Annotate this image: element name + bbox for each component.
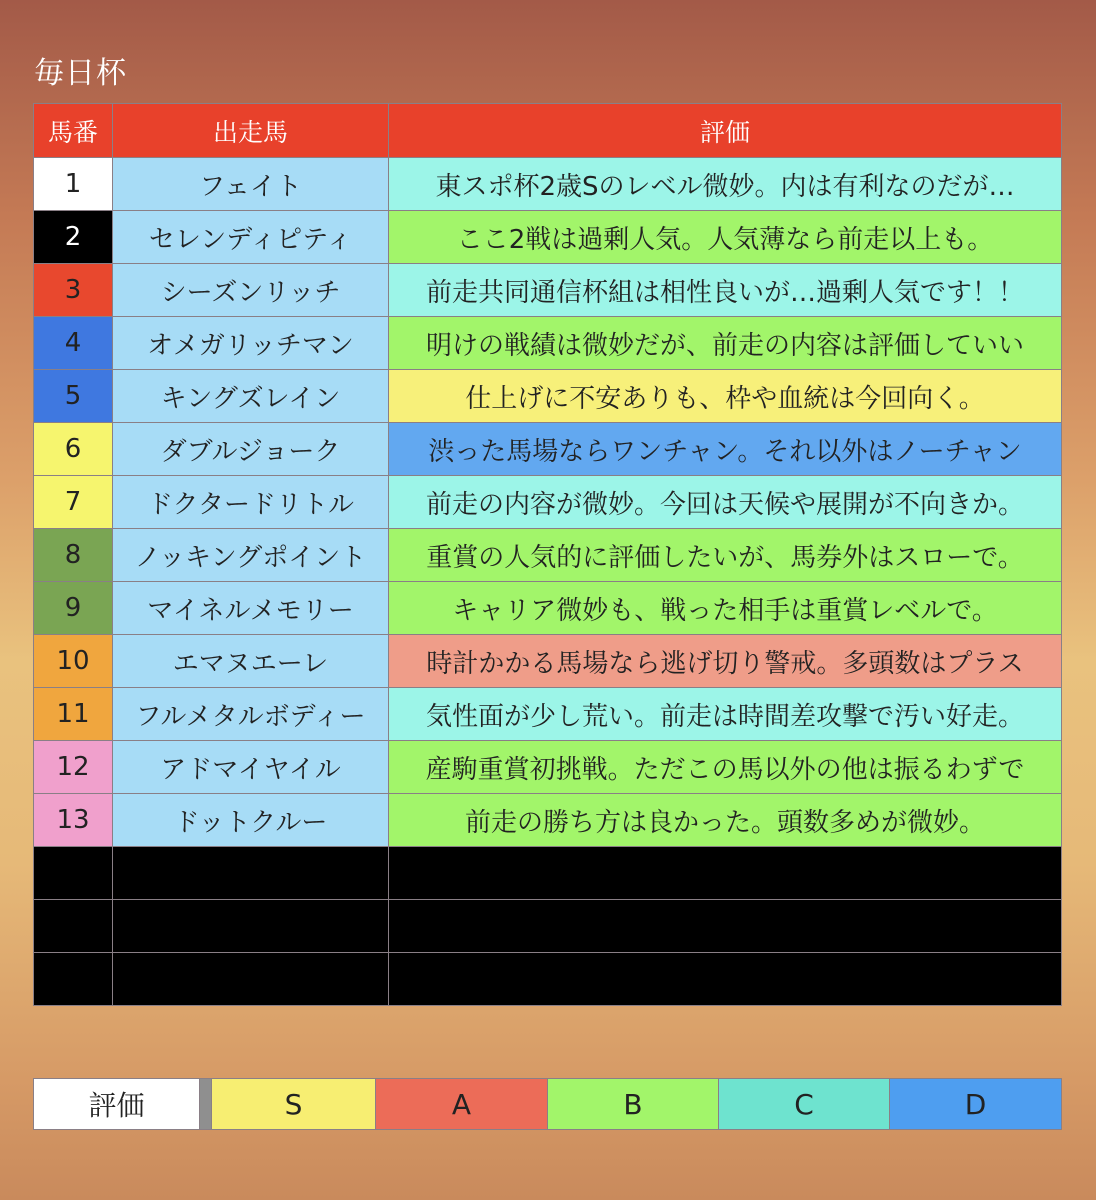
empty-cell — [389, 953, 1062, 1006]
rating-table — [33, 103, 1062, 1006]
table-body — [34, 158, 1062, 1006]
table-row — [34, 794, 1062, 847]
page-title: 毎日杯 — [34, 56, 127, 91]
horse-number-cell: 11 — [34, 688, 113, 741]
header-evaluation: 評価 — [389, 104, 1062, 158]
header-horse-name: 出走馬 — [113, 104, 389, 158]
empty-row — [34, 900, 1062, 953]
horse-number-cell: 2 — [34, 211, 113, 264]
table-row — [34, 423, 1062, 476]
evaluation-cell: 明けの戦績は微妙だが、前走の内容は評価していい — [389, 317, 1062, 370]
table-row — [34, 529, 1062, 582]
horse-number-cell: 5 — [34, 370, 113, 423]
table-row — [34, 741, 1062, 794]
horse-name-cell: ドクタードリトル — [113, 476, 389, 529]
horse-number-cell: 8 — [34, 529, 113, 582]
evaluation-cell: 気性面が少し荒い。前走は時間差攻撃で汚い好走。 — [389, 688, 1062, 741]
empty-cell — [34, 953, 113, 1006]
empty-cell — [113, 953, 389, 1006]
evaluation-cell: 重賞の人気的に評価したいが、馬券外はスローで。 — [389, 529, 1062, 582]
horse-name-cell: ドットクルー — [113, 794, 389, 847]
table-row — [34, 158, 1062, 211]
empty-row — [34, 953, 1062, 1006]
empty-row — [34, 847, 1062, 900]
horse-name-cell: シーズンリッチ — [113, 264, 389, 317]
legend-grade-c: C — [719, 1079, 890, 1130]
horse-number-cell: 10 — [34, 635, 113, 688]
empty-cell — [34, 847, 113, 900]
empty-cell — [113, 847, 389, 900]
grade-legend — [33, 1078, 1062, 1130]
horse-name-cell: キングズレイン — [113, 370, 389, 423]
horse-name-cell: ダブルジョーク — [113, 423, 389, 476]
empty-cell — [389, 900, 1062, 953]
empty-cell — [389, 847, 1062, 900]
legend-grade-b: B — [548, 1079, 719, 1130]
empty-cell — [34, 900, 113, 953]
horse-number-cell: 12 — [34, 741, 113, 794]
legend-grade-d: D — [890, 1079, 1062, 1130]
table-row — [34, 211, 1062, 264]
header-horse-number: 馬番 — [34, 104, 113, 158]
table-row — [34, 688, 1062, 741]
evaluation-cell: 前走の勝ち方は良かった。頭数多めが微妙。 — [389, 794, 1062, 847]
horse-name-cell: エマヌエーレ — [113, 635, 389, 688]
evaluation-cell: 渋った馬場ならワンチャン。それ以外はノーチャン — [389, 423, 1062, 476]
evaluation-cell: 仕上げに不安ありも、枠や血統は今回向く。 — [389, 370, 1062, 423]
evaluation-cell: キャリア微妙も、戦った相手は重賞レベルで。 — [389, 582, 1062, 635]
table-row — [34, 264, 1062, 317]
table-row — [34, 317, 1062, 370]
evaluation-cell: 前走共同通信杯組は相性良いが…過剰人気です！！ — [389, 264, 1062, 317]
table-row — [34, 582, 1062, 635]
table-header-row — [34, 104, 1062, 158]
horse-number-cell: 3 — [34, 264, 113, 317]
horse-name-cell: フェイト — [113, 158, 389, 211]
horse-name-cell: セレンディピティ — [113, 211, 389, 264]
legend-row — [34, 1079, 1062, 1130]
legend-grade-s: S — [212, 1079, 376, 1130]
evaluation-cell: ここ2戦は過剰人気。人気薄なら前走以上も。 — [389, 211, 1062, 264]
horse-name-cell: ノッキングポイント — [113, 529, 389, 582]
legend-separator — [200, 1079, 212, 1130]
horse-number-cell: 13 — [34, 794, 113, 847]
horse-number-cell: 9 — [34, 582, 113, 635]
horse-number-cell: 7 — [34, 476, 113, 529]
table-row — [34, 635, 1062, 688]
horse-number-cell: 6 — [34, 423, 113, 476]
horse-name-cell: アドマイヤイル — [113, 741, 389, 794]
table-row — [34, 370, 1062, 423]
horse-name-cell: フルメタルボディー — [113, 688, 389, 741]
horse-name-cell: マイネルメモリー — [113, 582, 389, 635]
evaluation-cell: 東スポ杯2歳Sのレベル微妙。内は有利なのだが… — [389, 158, 1062, 211]
evaluation-cell: 時計かかる馬場なら逃げ切り警戒。多頭数はプラス — [389, 635, 1062, 688]
table-row — [34, 476, 1062, 529]
horse-number-cell: 1 — [34, 158, 113, 211]
horse-number-cell: 4 — [34, 317, 113, 370]
evaluation-cell: 産駒重賞初挑戦。ただこの馬以外の他は振るわずで — [389, 741, 1062, 794]
horse-name-cell: オメガリッチマン — [113, 317, 389, 370]
legend-label: 評価 — [34, 1079, 200, 1130]
legend-grade-a: A — [376, 1079, 548, 1130]
empty-cell — [113, 900, 389, 953]
evaluation-cell: 前走の内容が微妙。今回は天候や展開が不向きか。 — [389, 476, 1062, 529]
